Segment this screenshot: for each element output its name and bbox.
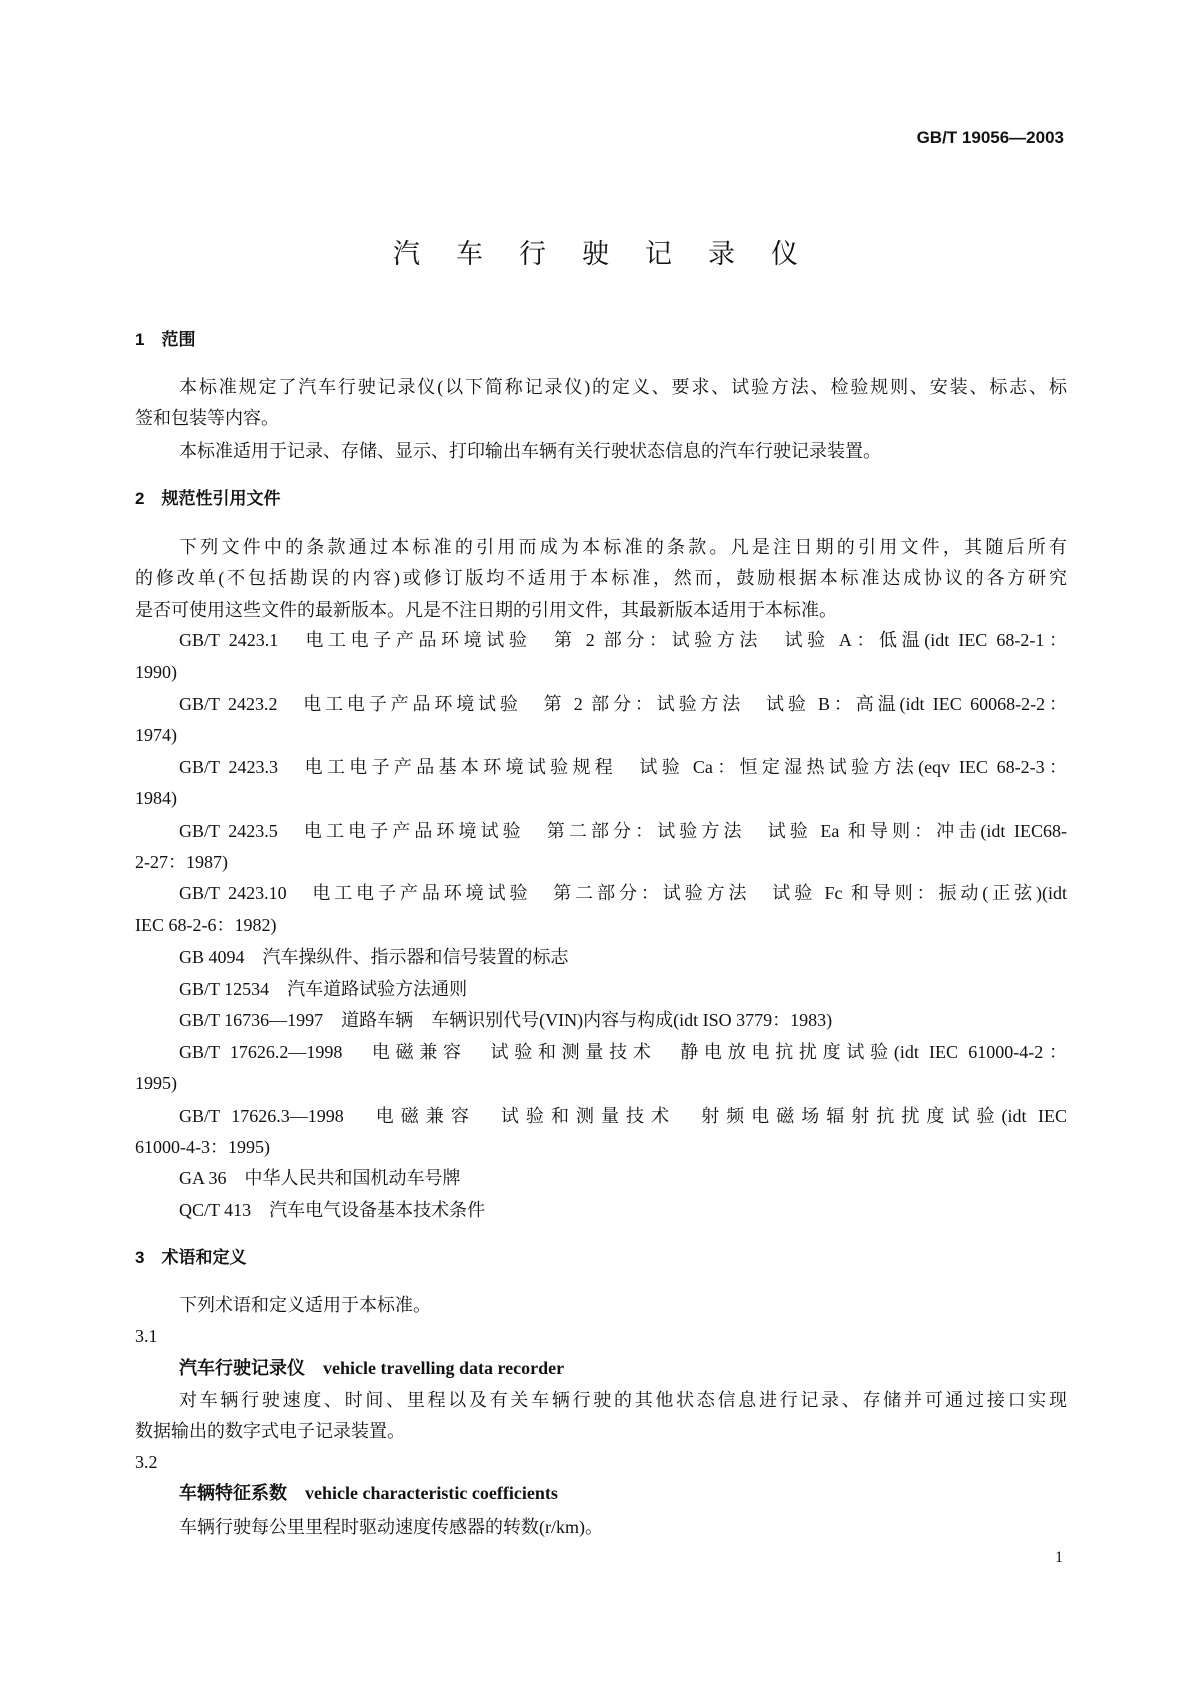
reference-item: GB/T 17626.2—1998 电磁兼容 试验和测量技术 静电放电抗扰度试验(idt IEC 61000-4-2： <box>179 1042 1067 1062</box>
paragraph-line: 的修改单(不包括勘误的内容)或修订版均不适用于本标准，然而，鼓励根据本标准达成协议的各方研究 <box>135 568 1067 588</box>
section-2-heading: 2 规范性引用文件 <box>135 489 281 508</box>
reference-item-cont: IEC 68-2-6：1982) <box>135 915 277 935</box>
reference-item: GA 36 中华人民共和国机动车号牌 <box>179 1168 461 1188</box>
reference-item: GB 4094 汽车操纵件、指示器和信号装置的标志 <box>179 947 569 967</box>
page-number: 1 <box>1055 1549 1063 1566</box>
reference-item-cont: 1974) <box>135 725 177 745</box>
reference-item: GB/T 2423.3 电工电子产品基本环境试验规程 试验 Ca：恒定湿热试验方法(eqv IEC 68-2-3： <box>179 757 1067 777</box>
document-title: 汽车行驶记录仪 <box>393 239 834 269</box>
reference-item: GB/T 2423.5 电工电子产品环境试验 第二部分：试验方法 试验 Ea 和导则：冲击(idt IEC68- <box>179 821 1067 841</box>
clause-number: 3.1 <box>135 1326 158 1346</box>
reference-item-cont: 1990) <box>135 662 177 682</box>
reference-item: GB/T 16736—1997 道路车辆 车辆识别代号(VIN)内容与构成(idt ISO 3779：1983) <box>179 1010 833 1030</box>
reference-item: GB/T 17626.3—1998 电磁兼容 试验和测量技术 射频电磁场辐射抗扰度试验(idt IEC <box>179 1106 1067 1126</box>
reference-item: GB/T 12534 汽车道路试验方法通则 <box>179 979 468 999</box>
reference-item: QC/T 413 汽车电气设备基本技术条件 <box>179 1200 486 1220</box>
reference-item: GB/T 2423.1 电工电子产品环境试验 第 2 部分：试验方法 试验 A：低温(idt IEC 68-2-1： <box>179 630 1067 650</box>
paragraph-line: 本标准规定了汽车行驶记录仪(以下简称记录仪)的定义、要求、试验方法、检验规则、安装、标志、标 <box>179 377 1067 397</box>
paragraph-line: 是否可使用这些文件的最新版本。凡是不注日期的引用文件，其最新版本适用于本标准。 <box>135 600 837 620</box>
term-title: 车辆特征系数 vehicle characteristic coefficients <box>179 1483 558 1503</box>
paragraph-line: 下列术语和定义适用于本标准。 <box>179 1295 431 1315</box>
standard-number: GB/T 19056—2003 <box>916 128 1064 147</box>
reference-item-cont: 1995) <box>135 1073 177 1093</box>
paragraph-line: 签和包装等内容。 <box>135 408 279 428</box>
reference-item-cont: 61000-4-3：1995) <box>135 1137 270 1157</box>
definition-line: 对车辆行驶速度、时间、里程以及有关车辆行驶的其他状态信息进行记录、存储并可通过接口实现 <box>179 1390 1067 1410</box>
reference-item: GB/T 2423.10 电工电子产品环境试验 第二部分：试验方法 试验 Fc 和导则：振动(正弦)(idt <box>179 883 1067 903</box>
reference-item-cont: 1984) <box>135 788 177 808</box>
definition-line: 车辆行驶每公里里程时驱动速度传感器的转数(r/km)。 <box>179 1517 603 1537</box>
reference-item: GB/T 2423.2 电工电子产品环境试验 第 2 部分：试验方法 试验 B：高温(idt IEC 60068-2-2： <box>179 694 1067 714</box>
reference-item-cont: 2-27：1987) <box>135 852 228 872</box>
term-title: 汽车行驶记录仪 vehicle travelling data recorder <box>179 1358 565 1378</box>
paragraph-line: 本标准适用于记录、存储、显示、打印输出车辆有关行驶状态信息的汽车行驶记录装置。 <box>179 441 881 461</box>
section-1-heading: 1 范围 <box>135 330 196 349</box>
definition-line: 数据输出的数字式电子记录装置。 <box>135 1421 405 1441</box>
clause-number: 3.2 <box>135 1452 158 1472</box>
section-3-heading: 3 术语和定义 <box>135 1248 247 1267</box>
paragraph-line: 下列文件中的条款通过本标准的引用而成为本标准的条款。凡是注日期的引用文件，其随后所有 <box>179 537 1067 557</box>
